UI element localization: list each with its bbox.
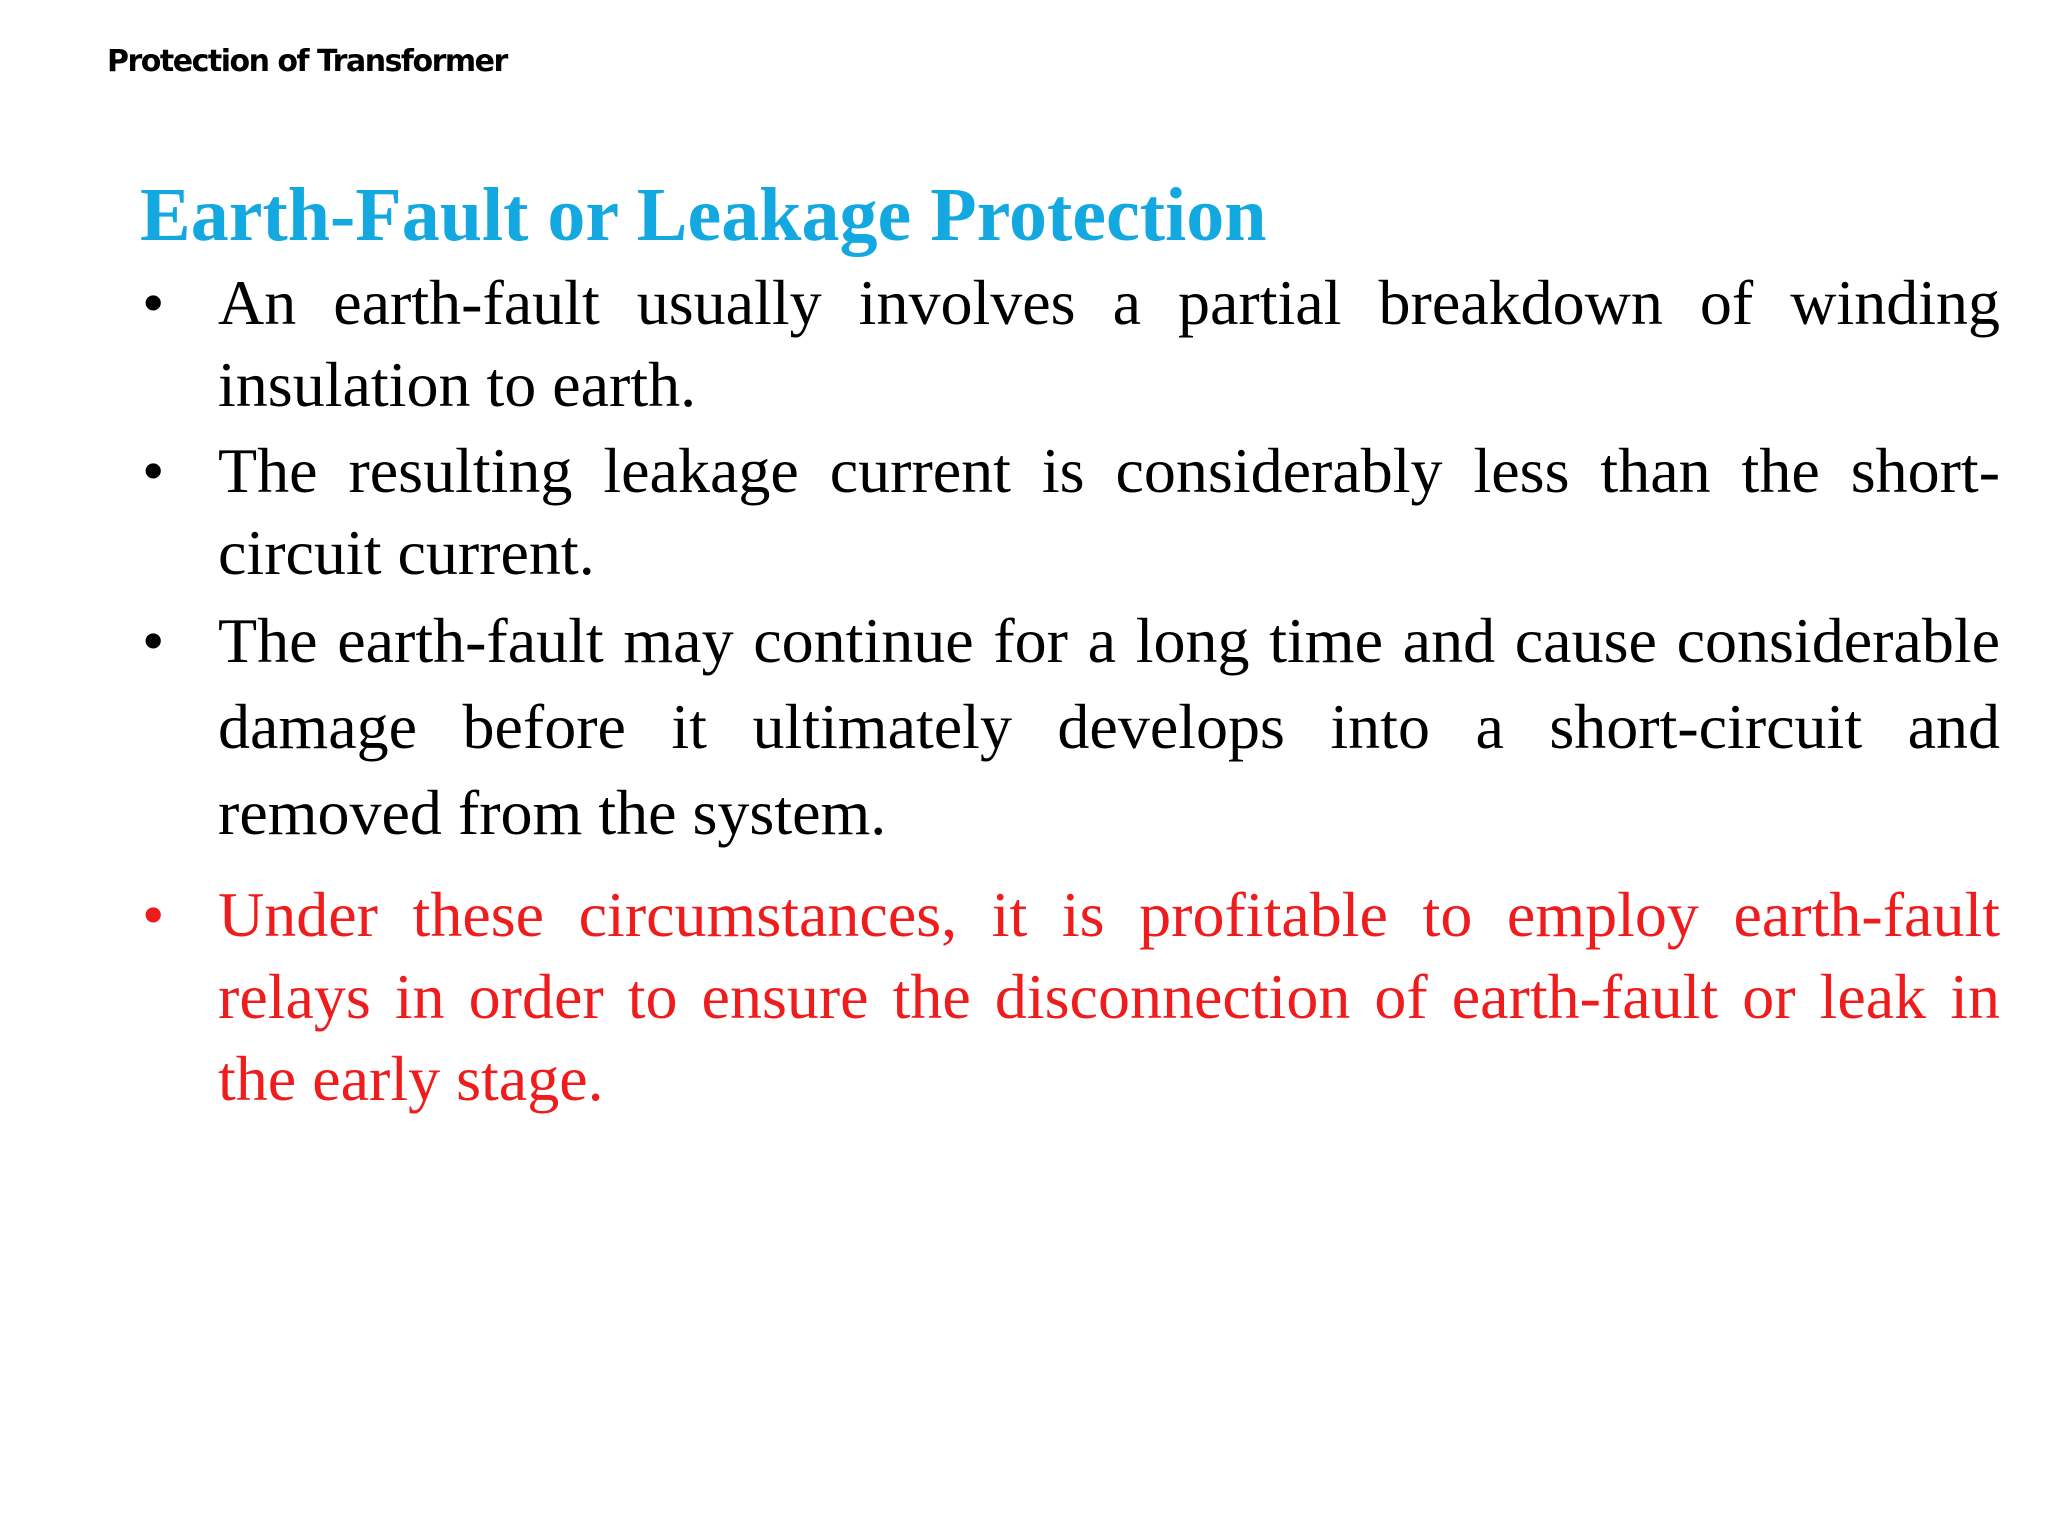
bullet-text: The resulting leakage current is considerably less than the short-circuit current. <box>218 435 2000 588</box>
bullet-text: The earth-fault may continue for a long time and cause considerable damage before it ultimately develops into a short-circuit and removed from the system. <box>218 605 2000 848</box>
bullet-list <box>140 262 2000 1124</box>
bullet-marker: • <box>142 879 165 950</box>
bullet-marker: • <box>142 605 165 676</box>
slide-title: Earth-Fault or Leakage Protection <box>140 173 1267 257</box>
bullet-item <box>140 262 2000 426</box>
bullet-item-highlight <box>140 874 2000 1120</box>
bullet-marker: • <box>142 435 165 506</box>
bullet-text: Under these circumstances, it is profitable to employ earth-fault relays in order to ensure the disconnection of earth-fault or leak in the early stage. <box>218 879 2000 1114</box>
section-label: Protection of Transformer <box>107 44 507 79</box>
bullet-text: An earth-fault usually involves a partial breakdown of winding insulation to earth. <box>218 267 2000 420</box>
bullet-item <box>140 430 2000 594</box>
bullet-marker: • <box>142 267 165 338</box>
bullet-item <box>140 598 2000 856</box>
